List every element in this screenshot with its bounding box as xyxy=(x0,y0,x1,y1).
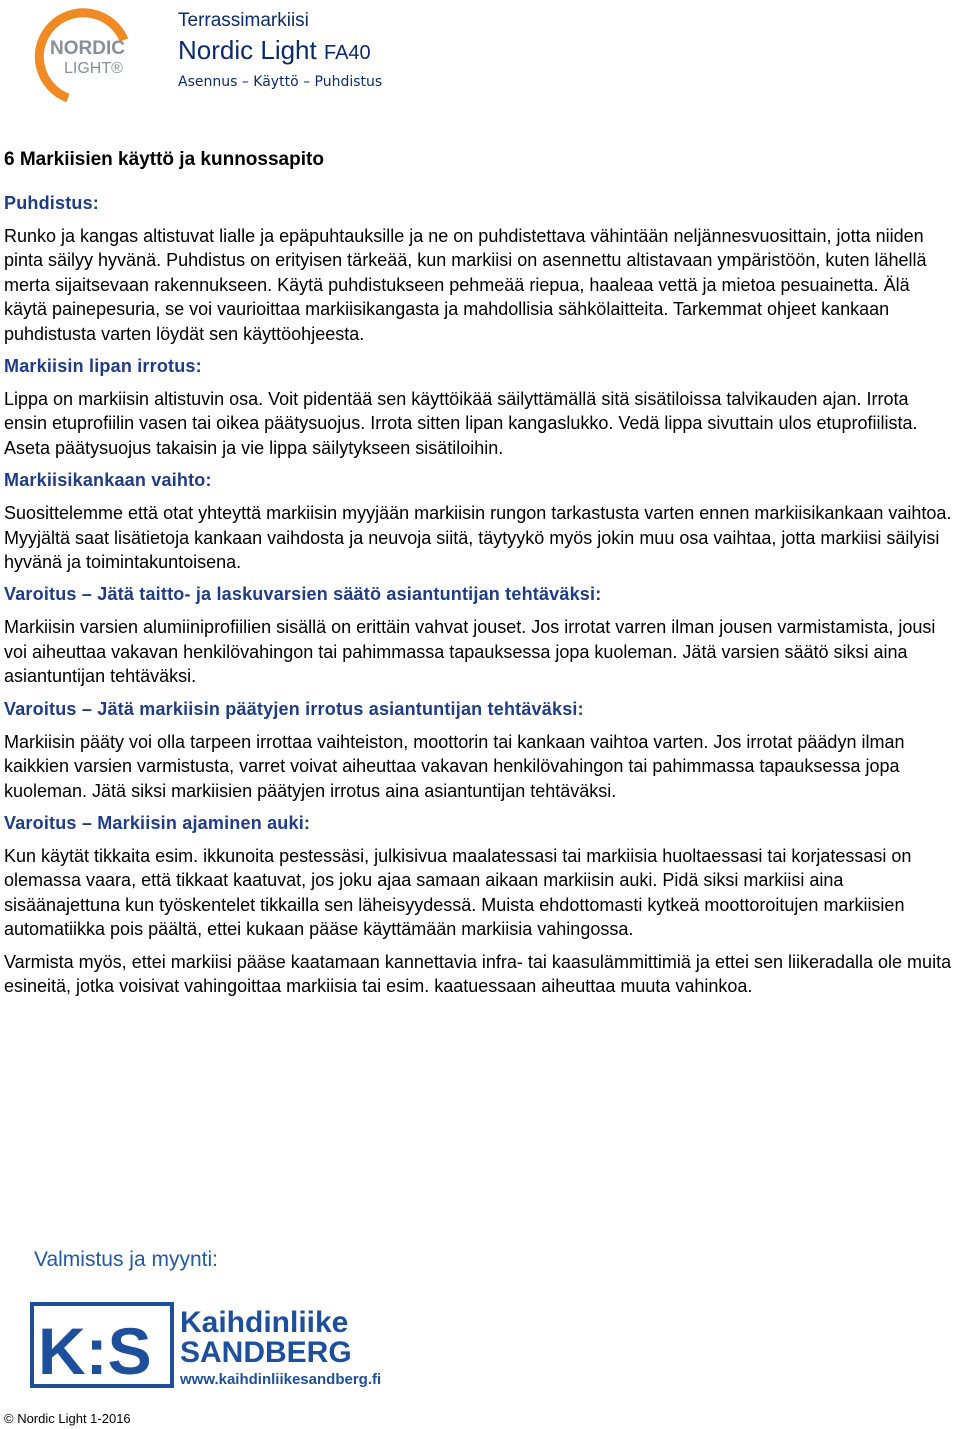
block-paragraph: Varmista myös, ettei markiisi pääse kaatamaan kannettavia infra- tai kaasulämmittimiä ja ettei sen liikeradalla ole muita esineitä, jotka voisivat vahingoittaa markiisia tai esim. kaatuessaan aiheuttaa muuta vahinkoa. xyxy=(4,951,952,996)
nordic-light-logo xyxy=(28,6,138,102)
title-block xyxy=(178,10,382,91)
block-heading: Varoitus – Markiisin ajaminen auki: xyxy=(4,812,311,833)
block-paragraph: Suosittelemme että otat yhteyttä markiisin myyjään markiisin rungon tarkastusta varten ennen markiisikankaan vaihtoa. Myyjältä saat lisätietoja kankaan vaihdosta ja neuvoja siitä, täytyykö myös jokin muu osa vaihtaa, jotta markiisi säilyisi hyvänä ja toimintakuntoisena. xyxy=(4,503,952,573)
main-content xyxy=(4,148,954,1006)
brand-title: Terrassimarkiisi xyxy=(178,10,309,31)
block-paragraph: Kun käytät tikkaita esim. ikkunoita pestessäsi, julkisivua maalatessasi tai markiisia huoltaessasi tai korjatessasi on olemassa vaara, että tikkaat kaatuvat, jos joku ajaa samaan aikaan markiisin auki. Pidä siksi markiisi aina sisäänajettuna kun työskentelet tikkailla sen läheisyydessä. Muista ehdottomasti kytkeä moottoroitujen markiisien automatiikka pois päältä, ettei kukaan pääse käyttämään markiisia vahingossa. xyxy=(4,845,912,940)
product-name: Nordic Light xyxy=(178,35,317,65)
section-title: 6 Markiisien käyttö ja kunnossapito xyxy=(4,149,324,170)
block-heading: Puhdistus: xyxy=(4,193,99,213)
made-by-label: Valmistus ja myynti: xyxy=(34,1248,218,1271)
ks-name-line2: SANDBERG xyxy=(180,1336,352,1369)
ks-name-line1: Kaihdinliike xyxy=(180,1306,349,1339)
ks-letters: K:S xyxy=(38,1314,152,1388)
subtitle: Asennus – Käyttö – Puhdistus xyxy=(178,74,383,90)
block-heading: Markiisikankaan vaihto: xyxy=(4,470,212,491)
ks-url: www.kaihdinliikesandberg.fi xyxy=(180,1371,382,1388)
copyright: © Nordic Light 1-2016 xyxy=(4,1411,131,1426)
product-model: FA40 xyxy=(323,42,371,64)
kaihdinliike-sandberg-logo xyxy=(30,1300,400,1388)
block-paragraph: Markiisin varsien alumiiniprofiilien sisällä on erittäin vahvat jouset. Jos irrotat varren ilman jousen varmistamista, jousi voi aiheuttaa vakavan henkilövahingon tai pahimmassa tapauksessa jopa kuoleman. Jätä varsien säätö siksi aina asiantuntijan tehtäväksi. xyxy=(4,617,936,687)
block-paragraph: Runko ja kangas altistuvat lialle ja epäpuhtauksille ja ne on puhdistettava vähintään neljännesvuosittain, jotta niiden pinta säilyy hyvänä. Puhdistus on erityisen tärkeää, kun markiisi on asennettu altistavaan ympäristöön, kuten lähellä merta sijaitsevaan rakennukseen. Käytä puhdistukseen pehmeää riepua, haaleaa vettä ja mietoa pesuainetta. Älä käytä painepesuria, se voi vaurioittaa markiisikangasta ja mahdollisia sähkölaitteita. Tarkemmat ohjeet kankaan puhdistusta varten löydät sen käyttöohjeesta. xyxy=(4,226,927,344)
product-title xyxy=(178,34,382,69)
logo-text-bottom: LIGHT® xyxy=(64,60,123,77)
block-heading: Varoitus – Jätä taitto- ja laskuvarsien säätö asiantuntijan tehtäväksi: xyxy=(4,584,602,605)
logo-text-top: NORDIC xyxy=(50,38,125,59)
block-paragraph: Markiisin pääty voi olla tarpeen irrottaa vaihteiston, moottorin tai kankaan vaihtoa varten. Jos irrotat päädyn ilman kaikkien varsien varmistusta, varret voivat aiheuttaa vakavan henkilövahingon tai pahimmassa tapauksessa jopa kuoleman. Jätä siksi markiisien päätyjen irrotus aina asiantuntijan tehtäväksi. xyxy=(4,731,905,801)
block-paragraph: Lippa on markiisin altistuvin osa. Voit pidentää sen käyttöikää säilyttämällä sitä sisätiloissa talvikauden ajan. Irrota ensin etuprofiilin vasen tai oikea päätysuojus. Irrota sitten lipan kangaslukko. Vedä lippa sivuttain ulos etuprofiilista. Aseta päätysuojus takaisin ja vie lippa säilytykseen sisätiloihin. xyxy=(4,389,918,458)
block-heading: Markiisin lipan irrotus: xyxy=(4,356,202,377)
page-header xyxy=(0,0,960,110)
block-heading: Varoitus – Jätä markiisin päätyjen irrotus asiantuntijan tehtäväksi: xyxy=(4,698,584,719)
